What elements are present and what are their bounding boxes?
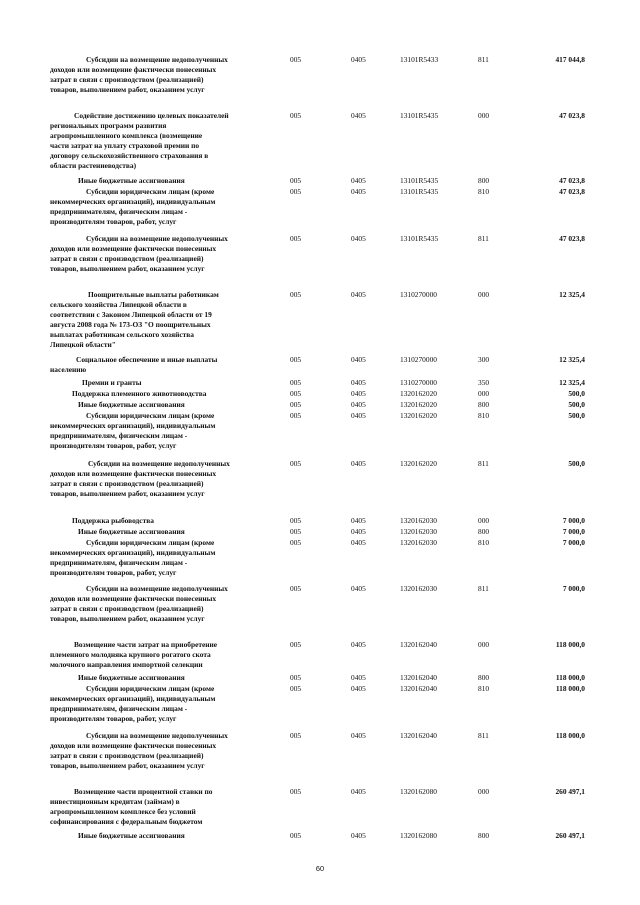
- row-name: Содействие достижению целевых показателей региональных программ развития агропромышленного комплекса (возмещение части затрат на уплату страховой премии по договору сельскохозяйственного страхования в области растениеводства): [50, 111, 229, 170]
- table-row: [0, 684, 640, 724]
- table-row: [0, 400, 640, 410]
- amount: 7 000,0: [562, 527, 585, 536]
- ved-code: 005: [290, 787, 302, 796]
- table-row: [0, 290, 640, 350]
- row-name: Субсидии на возмещение недополученных доходов или возмещение фактически понесенных затрат в связи с производством (реализацией) товаров, выполнением работ, оказанием услуг: [50, 459, 230, 498]
- amount: 500,0: [568, 459, 585, 468]
- expense-type-code: 350: [478, 378, 490, 387]
- target-article-code: 1320162030: [400, 538, 437, 547]
- table-row: [0, 111, 640, 171]
- row-name: Субсидии юридическим лицам (кроме некоммерческих организаций), индивидуальным предпринимателям, физическим лицам - производителям товаров, работ, услуг: [50, 684, 216, 723]
- section-code: 0405: [351, 411, 366, 420]
- amount: 47 023,8: [559, 187, 585, 196]
- table-row: [0, 389, 640, 399]
- expense-type-code: 811: [478, 459, 489, 468]
- section-code: 0405: [351, 176, 366, 185]
- amount: 500,0: [568, 389, 585, 398]
- expense-type-code: 811: [478, 55, 489, 64]
- section-code: 0405: [351, 459, 366, 468]
- section-code: 0405: [351, 584, 366, 593]
- target-article-code: 1320162020: [400, 459, 437, 468]
- table-row: [0, 378, 640, 388]
- row-name: Иные бюджетные ассигнования: [78, 527, 185, 536]
- expense-type-code: 800: [478, 831, 490, 840]
- table-row: [0, 411, 640, 451]
- ved-code: 005: [290, 516, 302, 525]
- table-row: [0, 176, 640, 186]
- section-code: 0405: [351, 787, 366, 796]
- section-code: 0405: [351, 684, 366, 693]
- expense-type-code: 811: [478, 584, 489, 593]
- ved-code: 005: [290, 527, 302, 536]
- expense-type-code: 811: [478, 234, 489, 243]
- ved-code: 005: [290, 684, 302, 693]
- ved-code: 005: [290, 378, 302, 387]
- amount: 118 000,0: [555, 640, 585, 649]
- target-article-code: 1320162030: [400, 527, 437, 536]
- ved-code: 005: [290, 459, 302, 468]
- expense-type-code: 000: [478, 787, 490, 796]
- row-name: Премии и гранты: [82, 378, 142, 387]
- table-row: [0, 234, 640, 274]
- ved-code: 005: [290, 640, 302, 649]
- ved-code: 005: [290, 538, 302, 547]
- row-name: Субсидии на возмещение недополученных доходов или возмещение фактически понесенных затрат в связи с производством (реализацией) товаров, выполнением работ, оказанием услуг: [50, 234, 228, 273]
- target-article-code: 1320162020: [400, 389, 437, 398]
- target-article-code: 1320162040: [400, 684, 437, 693]
- table-row: [0, 584, 640, 624]
- table-row: [0, 187, 640, 227]
- section-code: 0405: [351, 538, 366, 547]
- amount: 260 497,1: [555, 787, 585, 796]
- amount: 12 325,4: [559, 290, 585, 299]
- ved-code: 005: [290, 187, 302, 196]
- table-row: [0, 55, 640, 95]
- target-article-code: 1320162020: [400, 411, 437, 420]
- row-name: Субсидии юридическим лицам (кроме некоммерческих организаций), индивидуальным предпринимателям, физическим лицам - производителям товаров, работ, услуг: [50, 187, 216, 226]
- ved-code: 005: [290, 400, 302, 409]
- amount: 118 000,0: [555, 673, 585, 682]
- section-code: 0405: [351, 640, 366, 649]
- amount: 7 000,0: [562, 584, 585, 593]
- amount: 417 044,8: [555, 55, 585, 64]
- amount: 260 497,1: [555, 831, 585, 840]
- section-code: 0405: [351, 516, 366, 525]
- section-code: 0405: [351, 111, 366, 120]
- row-name: Субсидии на возмещение недополученных доходов или возмещение фактически понесенных затрат в связи с производством (реализацией) товаров, выполнением работ, оказанием услуг: [50, 55, 228, 94]
- ved-code: 005: [290, 411, 302, 420]
- row-name: Возмещение части процентной ставки по инвестиционным кредитам (займам) в агропромышленном комплексе без условий софинансирования с федеральным бюджетом: [50, 787, 213, 826]
- row-name: Иные бюджетные ассигнования: [78, 176, 185, 185]
- row-name: Субсидии на возмещение недополученных доходов или возмещение фактически понесенных затрат в связи с производством (реализацией) товаров, выполнением работ, оказанием услуг: [50, 731, 228, 770]
- target-article-code: 13101R5435: [400, 234, 439, 243]
- ved-code: 005: [290, 831, 302, 840]
- amount: 7 000,0: [562, 538, 585, 547]
- expense-type-code: 810: [478, 411, 490, 420]
- row-name: Поощрительные выплаты работникам сельского хозяйства Липецкой области в соответствии с Законом Липецкой области от 19 августа 2008 года № 173-ОЗ "О поощрительных выплатах работникам сельского хозяйства Липецкой области": [50, 290, 219, 349]
- ved-code: 005: [290, 355, 302, 364]
- section-code: 0405: [351, 187, 366, 196]
- expense-type-code: 800: [478, 176, 490, 185]
- expense-type-code: 800: [478, 527, 490, 536]
- expense-type-code: 800: [478, 400, 490, 409]
- expense-type-code: 000: [478, 640, 490, 649]
- ved-code: 005: [290, 234, 302, 243]
- row-name: Иные бюджетные ассигнования: [78, 400, 185, 409]
- section-code: 0405: [351, 355, 366, 364]
- row-name: Иные бюджетные ассигнования: [78, 831, 185, 840]
- amount: 500,0: [568, 400, 585, 409]
- section-code: 0405: [351, 378, 366, 387]
- row-name: Поддержка племенного животноводства: [72, 389, 207, 398]
- target-article-code: 13101R5433: [400, 55, 439, 64]
- target-article-code: 1320162040: [400, 731, 437, 740]
- row-name: Социальное обеспечение и иные выплаты населению: [50, 355, 218, 374]
- table-row: [0, 355, 640, 375]
- section-code: 0405: [351, 55, 366, 64]
- section-code: 0405: [351, 673, 366, 682]
- target-article-code: 1310270000: [400, 290, 437, 299]
- target-article-code: 1320162030: [400, 516, 437, 525]
- target-article-code: 13101R5435: [400, 111, 439, 120]
- table-row: [0, 516, 640, 526]
- expense-type-code: 300: [478, 355, 490, 364]
- amount: 12 325,4: [559, 355, 585, 364]
- ved-code: 005: [290, 389, 302, 398]
- amount: 7 000,0: [562, 516, 585, 525]
- section-code: 0405: [351, 400, 366, 409]
- table-row: [0, 831, 640, 841]
- expense-type-code: 810: [478, 684, 490, 693]
- expense-type-code: 810: [478, 538, 490, 547]
- target-article-code: 13101R5435: [400, 176, 439, 185]
- target-article-code: 1320162040: [400, 673, 437, 682]
- amount: 12 325,4: [559, 378, 585, 387]
- expense-type-code: 811: [478, 731, 489, 740]
- expense-type-code: 800: [478, 673, 490, 682]
- expense-type-code: 000: [478, 516, 490, 525]
- row-name: Субсидии юридическим лицам (кроме некоммерческих организаций), индивидуальным предпринимателям, физическим лицам - производителям товаров, работ, услуг: [50, 538, 216, 577]
- page-number: 60: [315, 864, 325, 873]
- target-article-code: 1310270000: [400, 355, 437, 364]
- target-article-code: 1320162040: [400, 640, 437, 649]
- row-name: Иные бюджетные ассигнования: [78, 673, 185, 682]
- target-article-code: 13101R5435: [400, 187, 439, 196]
- ved-code: 005: [290, 55, 302, 64]
- table-row: [0, 538, 640, 578]
- table-row: [0, 731, 640, 771]
- section-code: 0405: [351, 731, 366, 740]
- table-row: [0, 459, 640, 499]
- section-code: 0405: [351, 234, 366, 243]
- ved-code: 005: [290, 176, 302, 185]
- table-row: [0, 527, 640, 537]
- table-row: [0, 640, 640, 670]
- ved-code: 005: [290, 111, 302, 120]
- target-article-code: 1320162080: [400, 831, 437, 840]
- table-row: [0, 787, 640, 827]
- target-article-code: 1310270000: [400, 378, 437, 387]
- row-name: Поддержка рыбоводства: [72, 516, 154, 525]
- row-name: Субсидии юридическим лицам (кроме некоммерческих организаций), индивидуальным предпринимателям, физическим лицам - производителям товаров, работ, услуг: [50, 411, 216, 450]
- ved-code: 005: [290, 673, 302, 682]
- amount: 47 023,8: [559, 234, 585, 243]
- section-code: 0405: [351, 389, 366, 398]
- amount: 47 023,8: [559, 111, 585, 120]
- section-code: 0405: [351, 831, 366, 840]
- target-article-code: 1320162080: [400, 787, 437, 796]
- table-row: [0, 673, 640, 683]
- expense-type-code: 000: [478, 290, 490, 299]
- amount: 118 000,0: [555, 731, 585, 740]
- target-article-code: 1320162020: [400, 400, 437, 409]
- expense-type-code: 000: [478, 389, 490, 398]
- amount: 118 000,0: [555, 684, 585, 693]
- expense-type-code: 810: [478, 187, 490, 196]
- amount: 500,0: [568, 411, 585, 420]
- row-name: Субсидии на возмещение недополученных доходов или возмещение фактически понесенных затрат в связи с производством (реализацией) товаров, выполнением работ, оказанием услуг: [50, 584, 228, 623]
- ved-code: 005: [290, 584, 302, 593]
- section-code: 0405: [351, 290, 366, 299]
- amount: 47 023,8: [559, 176, 585, 185]
- row-name: Возмещение части затрат на приобретение племенного молодняка крупного рогатого скота молочного направления импортной селекции: [50, 640, 218, 669]
- ved-code: 005: [290, 290, 302, 299]
- expense-type-code: 000: [478, 111, 490, 120]
- target-article-code: 1320162030: [400, 584, 437, 593]
- ved-code: 005: [290, 731, 302, 740]
- section-code: 0405: [351, 527, 366, 536]
